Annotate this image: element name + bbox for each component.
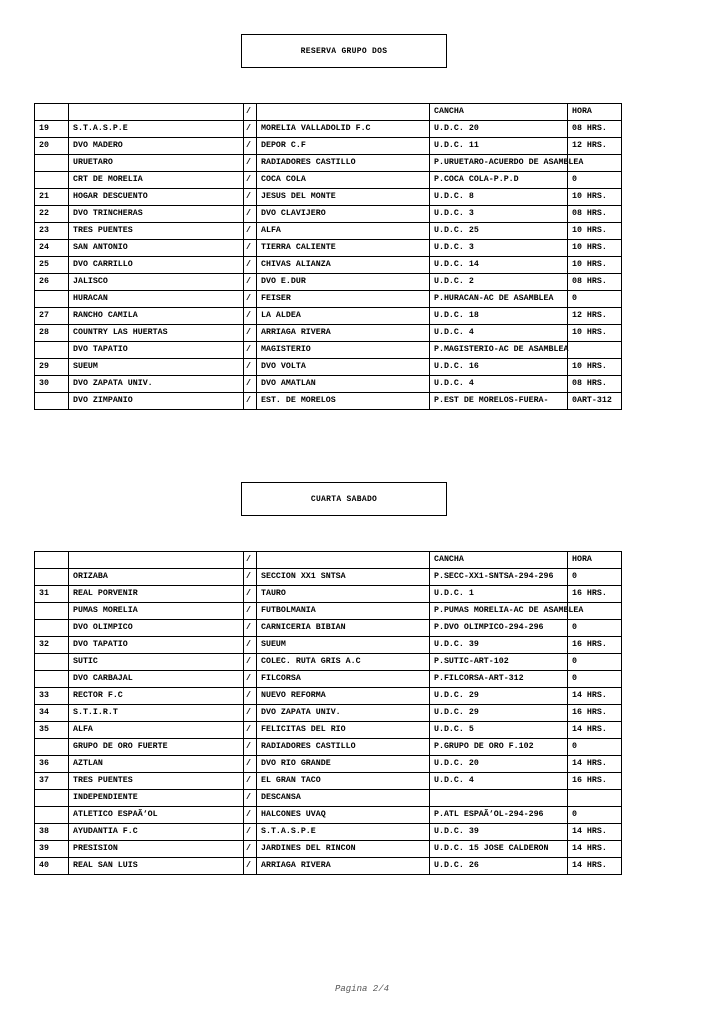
court-cell: U.D.C. 3 <box>430 206 568 223</box>
home-team-cell: ALFA <box>69 722 244 739</box>
separator-cell: / <box>244 172 257 189</box>
home-team-cell: REAL SAN LUIS <box>69 858 244 875</box>
court-cell: U.D.C. 8 <box>430 189 568 206</box>
match-number-cell <box>35 671 69 688</box>
match-number-cell <box>35 620 69 637</box>
match-number-cell <box>35 172 69 189</box>
table-row <box>35 376 622 393</box>
fixture-table-reserva <box>34 103 622 410</box>
court-cell: U.D.C. 3 <box>430 240 568 257</box>
match-number-cell: 34 <box>35 705 69 722</box>
court-cell: U.D.C. 4 <box>430 325 568 342</box>
home-team-cell: DVO OLIMPICO <box>69 620 244 637</box>
away-team-cell: EST. DE MORELOS <box>257 393 430 410</box>
table-row <box>35 206 622 223</box>
separator-cell: / <box>244 586 257 603</box>
separator-cell: / <box>244 393 257 410</box>
away-team-cell: LA ALDEA <box>257 308 430 325</box>
separator-cell: / <box>244 620 257 637</box>
section-title-cuarta: CUARTA SABADO <box>241 482 447 516</box>
table-row <box>35 603 622 620</box>
away-team-cell: DVO VOLTA <box>257 359 430 376</box>
court-cell: U.D.C. 29 <box>430 688 568 705</box>
match-number-cell: 35 <box>35 722 69 739</box>
hour-cell: 0 <box>568 569 622 586</box>
table-row <box>35 671 622 688</box>
hour-cell: 0 <box>568 172 622 189</box>
table-row <box>35 342 622 359</box>
table-row <box>35 291 622 308</box>
court-cell: U.D.C. 11 <box>430 138 568 155</box>
match-number-cell: 26 <box>35 274 69 291</box>
table-row <box>35 138 622 155</box>
match-number-cell <box>35 393 69 410</box>
table-row <box>35 393 622 410</box>
home-team-cell: TRES PUENTES <box>69 773 244 790</box>
table-row <box>35 274 622 291</box>
separator-cell: / <box>244 705 257 722</box>
hour-cell: 14 HRS. <box>568 756 622 773</box>
separator-cell: / <box>244 257 257 274</box>
table-row <box>35 807 622 824</box>
court-cell: U.D.C. 29 <box>430 705 568 722</box>
table-row <box>35 155 622 172</box>
home-team-cell: TRES PUENTES <box>69 223 244 240</box>
court-cell: P.GRUPO DE ORO F.102 <box>430 739 568 756</box>
hour-cell: 0 <box>568 654 622 671</box>
home-team-cell: COUNTRY LAS HUERTAS <box>69 325 244 342</box>
court-cell: P.URUETARO-ACUERDO DE ASAMBLEA <box>430 155 568 172</box>
separator-cell: / <box>244 790 257 807</box>
separator-cell: / <box>244 637 257 654</box>
court-cell: U.D.C. 15 JOSE CALDERON <box>430 841 568 858</box>
separator-cell: / <box>244 376 257 393</box>
court-cell: P.HURACAN-AC DE ASAMBLEA <box>430 291 568 308</box>
hour-cell: 10 HRS. <box>568 257 622 274</box>
hour-cell: 10 HRS. <box>568 359 622 376</box>
home-team-cell: DVO TAPATIO <box>69 342 244 359</box>
home-team-cell: HOGAR DESCUENTO <box>69 189 244 206</box>
table-row <box>35 654 622 671</box>
away-team-cell: FILCORSA <box>257 671 430 688</box>
fixture-table-cuarta <box>34 551 622 875</box>
separator-cell: / <box>244 206 257 223</box>
hour-cell: 16 HRS. <box>568 705 622 722</box>
home-team-cell <box>69 104 244 121</box>
separator-cell: / <box>244 824 257 841</box>
separator-cell: / <box>244 325 257 342</box>
home-team-cell: HURACAN <box>69 291 244 308</box>
court-cell: U.D.C. 39 <box>430 824 568 841</box>
home-team-cell: AYUDANTIA F.C <box>69 824 244 841</box>
home-team-cell: REAL PORVENIR <box>69 586 244 603</box>
away-team-cell: DVO RIO GRANDE <box>257 756 430 773</box>
table-row <box>35 858 622 875</box>
hour-cell: 08 HRS. <box>568 206 622 223</box>
away-team-cell: ARRIAGA RIVERA <box>257 858 430 875</box>
separator-cell: / <box>244 308 257 325</box>
match-number-cell: 36 <box>35 756 69 773</box>
court-cell: U.D.C. 20 <box>430 121 568 138</box>
section-title-reserva: RESERVA GRUPO DOS <box>241 34 447 68</box>
away-team-cell: DVO CLAVIJERO <box>257 206 430 223</box>
separator-cell: / <box>244 671 257 688</box>
court-cell: P.ATL ESPAÃ‘OL-294-296 <box>430 807 568 824</box>
home-team-cell: S.T.A.S.P.E <box>69 121 244 138</box>
home-team-cell <box>69 552 244 569</box>
home-team-cell: DVO TAPATIO <box>69 637 244 654</box>
separator-cell: / <box>244 291 257 308</box>
match-number-cell <box>35 603 69 620</box>
hour-cell: 0 <box>568 807 622 824</box>
separator-cell: / <box>244 138 257 155</box>
away-team-cell: MORELIA VALLADOLID F.C <box>257 121 430 138</box>
away-team-cell: ALFA <box>257 223 430 240</box>
separator-cell: / <box>244 773 257 790</box>
match-number-cell <box>35 342 69 359</box>
match-number-cell: 40 <box>35 858 69 875</box>
hour-cell: 14 HRS. <box>568 688 622 705</box>
away-team-cell: FELICITAS DEL RIO <box>257 722 430 739</box>
away-team-cell: SECCION XX1 SNTSA <box>257 569 430 586</box>
hour-cell: 14 HRS. <box>568 841 622 858</box>
away-team-cell: TIERRA CALIENTE <box>257 240 430 257</box>
separator-cell: / <box>244 858 257 875</box>
away-team-cell <box>257 104 430 121</box>
court-cell: P.FILCORSA-ART-312 <box>430 671 568 688</box>
home-team-cell: DVO TRINCHERAS <box>69 206 244 223</box>
separator-cell: / <box>244 688 257 705</box>
court-cell: U.D.C. 16 <box>430 359 568 376</box>
match-number-cell: 30 <box>35 376 69 393</box>
away-team-cell: JARDINES DEL RINCON <box>257 841 430 858</box>
separator-cell: / <box>244 807 257 824</box>
court-cell: U.D.C. 25 <box>430 223 568 240</box>
hour-cell: 12 HRS. <box>568 138 622 155</box>
table-row <box>35 257 622 274</box>
court-cell: CANCHA <box>430 104 568 121</box>
home-team-cell: SUTIC <box>69 654 244 671</box>
table-row <box>35 223 622 240</box>
hour-cell <box>568 790 622 807</box>
match-number-cell <box>35 291 69 308</box>
home-team-cell: DVO ZIMPANIO <box>69 393 244 410</box>
separator-cell: / <box>244 722 257 739</box>
hour-cell: 0 <box>568 620 622 637</box>
hour-cell: HORA <box>568 104 622 121</box>
home-team-cell: S.T.I.R.T <box>69 705 244 722</box>
away-team-cell: EL GRAN TACO <box>257 773 430 790</box>
match-number-cell: 32 <box>35 637 69 654</box>
table-row <box>35 325 622 342</box>
away-team-cell: COLEC. RUTA GRIS A.C <box>257 654 430 671</box>
table-header-row <box>35 104 622 121</box>
table-row <box>35 739 622 756</box>
match-number-cell <box>35 569 69 586</box>
table-row <box>35 722 622 739</box>
table-row <box>35 308 622 325</box>
hour-cell: 08 HRS. <box>568 274 622 291</box>
match-number-cell: 31 <box>35 586 69 603</box>
away-team-cell: DVO AMATLAN <box>257 376 430 393</box>
court-cell: P.PUMAS MORELIA-AC DE ASAMBLEA <box>430 603 568 620</box>
table-row <box>35 790 622 807</box>
hour-cell: 08 HRS. <box>568 376 622 393</box>
match-number-cell <box>35 552 69 569</box>
home-team-cell: JALISCO <box>69 274 244 291</box>
court-cell: U.D.C. 2 <box>430 274 568 291</box>
separator-cell: / <box>244 756 257 773</box>
hour-cell: 0 <box>568 291 622 308</box>
table-row <box>35 172 622 189</box>
match-number-cell: 29 <box>35 359 69 376</box>
home-team-cell: GRUPO DE ORO FUERTE <box>69 739 244 756</box>
match-number-cell: 28 <box>35 325 69 342</box>
match-number-cell <box>35 807 69 824</box>
court-cell: P.SUTIC-ART-102 <box>430 654 568 671</box>
court-cell: U.D.C. 39 <box>430 637 568 654</box>
home-team-cell: ORIZABA <box>69 569 244 586</box>
table-row <box>35 620 622 637</box>
page-footer: Pagina 2/4 <box>334 984 389 994</box>
court-cell: U.D.C. 14 <box>430 257 568 274</box>
match-number-cell: 33 <box>35 688 69 705</box>
home-team-cell: INDEPENDIENTE <box>69 790 244 807</box>
table-row <box>35 841 622 858</box>
separator-cell: / <box>244 274 257 291</box>
away-team-cell: DVO ZAPATA UNIV. <box>257 705 430 722</box>
court-cell: U.D.C. 4 <box>430 376 568 393</box>
separator-cell: / <box>244 569 257 586</box>
hour-cell: 12 HRS. <box>568 308 622 325</box>
hour-cell: 10 HRS. <box>568 325 622 342</box>
court-cell: P.DVO OLIMPICO-294-296 <box>430 620 568 637</box>
separator-cell: / <box>244 121 257 138</box>
away-team-cell: MAGISTERIO <box>257 342 430 359</box>
away-team-cell: ARRIAGA RIVERA <box>257 325 430 342</box>
match-number-cell: 19 <box>35 121 69 138</box>
away-team-cell: CARNICERIA BIBIAN <box>257 620 430 637</box>
match-number-cell: 24 <box>35 240 69 257</box>
court-cell: U.D.C. 5 <box>430 722 568 739</box>
home-team-cell: PRESISION <box>69 841 244 858</box>
away-team-cell: NUEVO REFORMA <box>257 688 430 705</box>
match-number-cell: 37 <box>35 773 69 790</box>
court-cell: U.D.C. 18 <box>430 308 568 325</box>
home-team-cell: ATLETICO ESPAÃ‘OL <box>69 807 244 824</box>
away-team-cell: CHIVAS ALIANZA <box>257 257 430 274</box>
court-cell: P.MAGISTERIO-AC DE ASAMBLEA <box>430 342 568 359</box>
hour-cell: 10 HRS. <box>568 223 622 240</box>
court-cell: U.D.C. 4 <box>430 773 568 790</box>
away-team-cell: COCA COLA <box>257 172 430 189</box>
hour-cell: 14 HRS. <box>568 824 622 841</box>
home-team-cell: SAN ANTONIO <box>69 240 244 257</box>
court-cell: U.D.C. 26 <box>430 858 568 875</box>
away-team-cell: RADIADORES CASTILLO <box>257 739 430 756</box>
separator-cell: / <box>244 359 257 376</box>
match-number-cell: 23 <box>35 223 69 240</box>
match-number-cell: 21 <box>35 189 69 206</box>
hour-cell: 16 HRS. <box>568 773 622 790</box>
court-cell: CANCHA <box>430 552 568 569</box>
away-team-cell: TAURO <box>257 586 430 603</box>
separator-cell: / <box>244 189 257 206</box>
home-team-cell: DVO MADERO <box>69 138 244 155</box>
hour-cell: 16 HRS. <box>568 586 622 603</box>
separator-cell: / <box>244 240 257 257</box>
hour-cell: 08 HRS. <box>568 121 622 138</box>
table-row <box>35 756 622 773</box>
hour-cell <box>568 342 622 359</box>
table-row <box>35 240 622 257</box>
table-row <box>35 189 622 206</box>
home-team-cell: SUEUM <box>69 359 244 376</box>
table-row <box>35 824 622 841</box>
match-number-cell: 38 <box>35 824 69 841</box>
table-row <box>35 688 622 705</box>
hour-cell: 0 <box>568 671 622 688</box>
away-team-cell: DESCANSA <box>257 790 430 807</box>
away-team-cell: FEISER <box>257 291 430 308</box>
court-cell: P.COCA COLA-P.P.D <box>430 172 568 189</box>
match-number-cell: 39 <box>35 841 69 858</box>
match-number-cell <box>35 155 69 172</box>
match-number-cell <box>35 739 69 756</box>
separator-cell: / <box>244 223 257 240</box>
court-cell: U.D.C. 20 <box>430 756 568 773</box>
away-team-cell: DVO E.DUR <box>257 274 430 291</box>
hour-cell: 10 HRS. <box>568 189 622 206</box>
court-cell: P.SECC-XX1-SNTSA-294-296 <box>430 569 568 586</box>
table-row <box>35 637 622 654</box>
away-team-cell: FUTBOLMANIA <box>257 603 430 620</box>
away-team-cell: JESUS DEL MONTE <box>257 189 430 206</box>
table-row <box>35 569 622 586</box>
match-number-cell: 22 <box>35 206 69 223</box>
hour-cell: 10 HRS. <box>568 240 622 257</box>
match-number-cell <box>35 654 69 671</box>
away-team-cell: HALCONES UVAQ <box>257 807 430 824</box>
away-team-cell: S.T.A.S.P.E <box>257 824 430 841</box>
away-team-cell: SUEUM <box>257 637 430 654</box>
match-number-cell <box>35 104 69 121</box>
hour-cell: 14 HRS. <box>568 722 622 739</box>
match-number-cell: 27 <box>35 308 69 325</box>
table-row <box>35 705 622 722</box>
match-number-cell: 20 <box>35 138 69 155</box>
table-row <box>35 121 622 138</box>
separator-cell: / <box>244 654 257 671</box>
away-team-cell <box>257 552 430 569</box>
hour-cell: HORA <box>568 552 622 569</box>
table-header-row <box>35 552 622 569</box>
home-team-cell: CRT DE MORELIA <box>69 172 244 189</box>
home-team-cell: AZTLAN <box>69 756 244 773</box>
home-team-cell: URUETARO <box>69 155 244 172</box>
match-number-cell <box>35 790 69 807</box>
separator-cell: / <box>244 841 257 858</box>
separator-cell: / <box>244 603 257 620</box>
home-team-cell: DVO CARBAJAL <box>69 671 244 688</box>
separator-cell: / <box>244 552 257 569</box>
hour-cell: 16 HRS. <box>568 637 622 654</box>
hour-cell: 0ART-312 <box>568 393 622 410</box>
home-team-cell: RANCHO CAMILA <box>69 308 244 325</box>
table-row <box>35 773 622 790</box>
table-row <box>35 586 622 603</box>
home-team-cell: DVO ZAPATA UNIV. <box>69 376 244 393</box>
separator-cell: / <box>244 155 257 172</box>
home-team-cell: RECTOR F.C <box>69 688 244 705</box>
home-team-cell: DVO CARRILLO <box>69 257 244 274</box>
separator-cell: / <box>244 104 257 121</box>
away-team-cell: DEPOR C.F <box>257 138 430 155</box>
court-cell: P.EST DE MORELOS-FUERA- <box>430 393 568 410</box>
match-number-cell: 25 <box>35 257 69 274</box>
table-row <box>35 359 622 376</box>
home-team-cell: PUMAS MORELIA <box>69 603 244 620</box>
hour-cell: 14 HRS. <box>568 858 622 875</box>
separator-cell: / <box>244 342 257 359</box>
away-team-cell: RADIADORES CASTILLO <box>257 155 430 172</box>
hour-cell: 0 <box>568 739 622 756</box>
court-cell: U.D.C. 1 <box>430 586 568 603</box>
separator-cell: / <box>244 739 257 756</box>
court-cell <box>430 790 568 807</box>
